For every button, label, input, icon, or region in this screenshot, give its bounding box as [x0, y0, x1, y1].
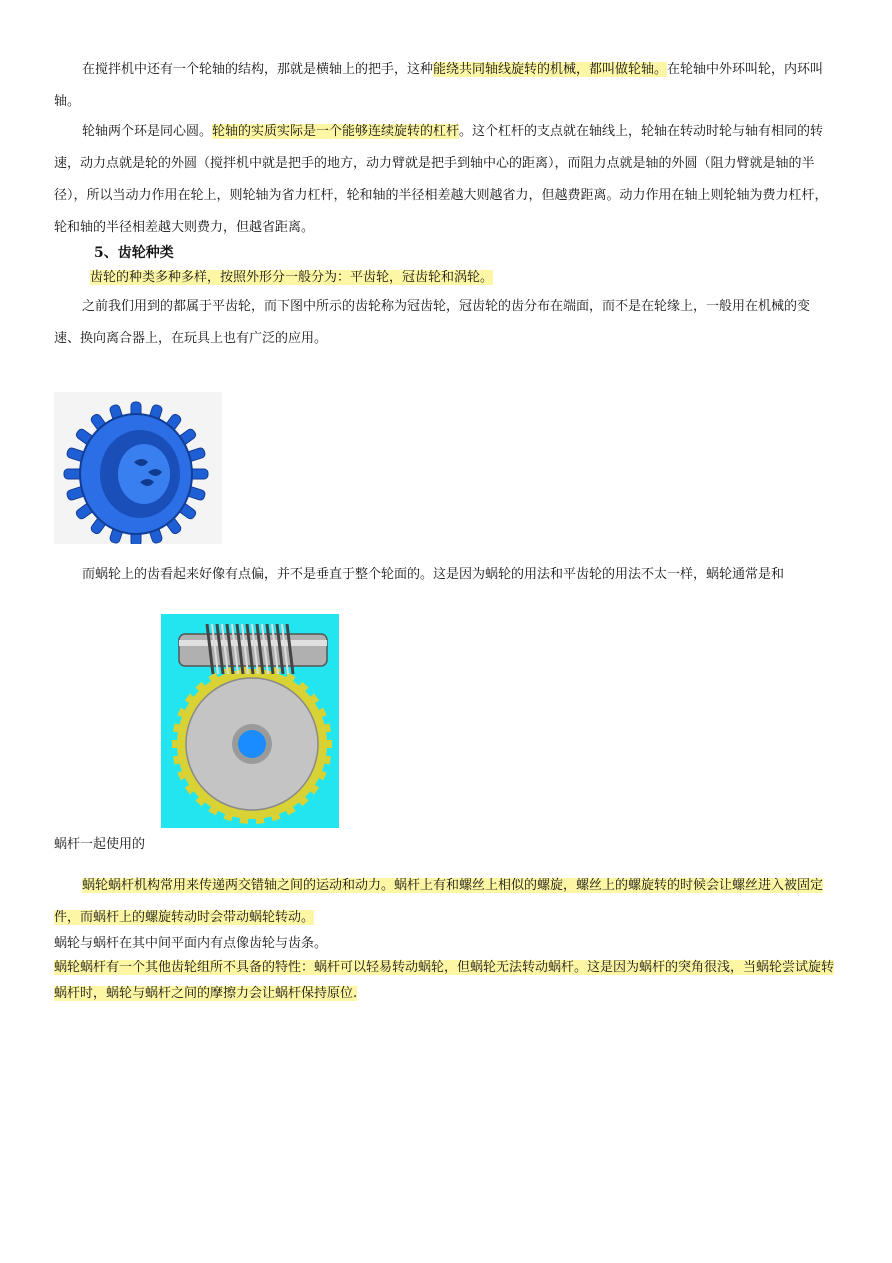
paragraph-worm-plane: 蜗轮与蜗杆在其中间平面内有点像齿轮与齿条。: [54, 936, 328, 951]
highlight: 齿轮的种类多种多样，按照外形分一般分为：平齿轮，冠齿轮和涡轮。: [90, 270, 494, 285]
highlight: 蜗轮蜗杆有一个其他齿轮组所不具备的特性：蜗杆可以轻易转动蜗轮，但蜗轮无法转动蜗杆。这是因为蜗杆的突角很浅，当蜗轮尝试旋转蜗杆时，蜗轮与蜗杆之间的摩擦力会让蜗杆保持原位.: [54, 960, 835, 1001]
highlight: 蜗轮蜗杆机构常用来传递两交错轴之间的运动和动力。蜗杆上有和螺丝上相似的螺旋，螺丝上的螺旋转的时候会让螺丝进入被固定件，而蜗杆上的螺旋转动时会带动蜗轮转动。: [54, 878, 824, 925]
paragraph-gear-types: [90, 265, 830, 291]
section-heading: 5、齿轮种类: [94, 245, 174, 261]
paragraph-worm-gear-intro: 而蜗轮上的齿看起来好像有点偏，并不是垂直于整个轮面的。这是因为蜗轮的用法和平齿轮的用法不太一样，蜗轮通常是和: [82, 567, 785, 582]
highlight: 轮轴的实质实际是一个能够连续旋转的杠杆: [212, 124, 460, 139]
crown-gear-image: [54, 392, 222, 544]
paragraph-crown-gear: 之前我们用到的都属于平齿轮，而下图中所示的齿轮称为冠齿轮，冠齿轮的齿分布在端面，而不是在轮缘上，一般用在机械的变速、换向离合器上，在玩具上也有广泛的应用。: [54, 299, 811, 346]
highlight: 能绕共同轴线旋转的机械，都叫做轮轴。: [433, 62, 668, 77]
paragraph-worm-mechanism: [54, 870, 834, 934]
paragraph-worm-feature: [54, 955, 836, 1007]
paragraph-wheel-axle: 在搅拌机中还有一个轮轴的结构，那就是横轴上的把手，这种能绕共同轴线旋转的机械，都叫做轮轴。在轮轴中外环叫轮，内环叫轴。: [54, 62, 824, 109]
paragraph-lever: 轮轴两个环是同心圆。轮轴的实质实际是一个能够连续旋转的杠杆。这个杠杆的支点就在轴线上，轮轴在转动时轮与轴有相同的转速，动力点就是轮的外圆（搅拌机中就是把手的地方，动力臂就是把手到轴中心的距离），而阻力点就是轴的外圆（阻力臂就是轴的半径），所以当动力作用在轮上，则轮轴为省力杠杆，轮和轴的半径相差越大则越省力，但越费距离。动力作用在轴上则轮轴为费力杠杆，轮和轴的半径相差越大则费力，但越省距离。: [54, 124, 828, 235]
worm-gear-image: [161, 614, 339, 828]
paragraph-worm-gear-end: 蜗杆一起使用的: [54, 837, 146, 852]
